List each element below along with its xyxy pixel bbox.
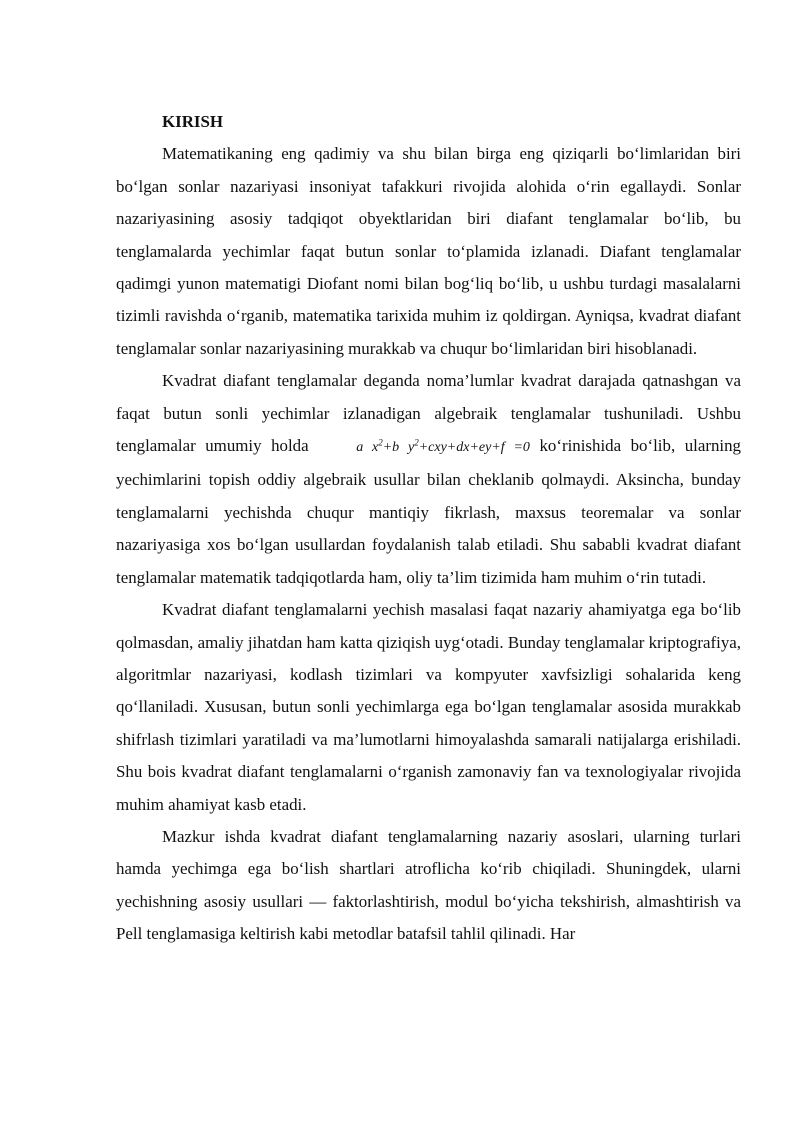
paragraph-intro: Matematikaning eng qadimiy va shu bilan birga eng qiziqarli bo‘limlaridan biri bo‘lgan sonlar nazariyasi insoniyat tafakkuri rivojida alohida o‘rin egallaydi. Sonlar nazariyasining asosiy tadqiqot obyektlaridan biri diafant tenglamalar bo‘lib, bu tenglamalarda yechimlar faqat butun sonlar to‘plamida izlanadi. Diafant tenglamalar qadimgi yunon matematigi Diofant nomi bilan bog‘liq bo‘lib, u ushbu turdagi masalalarni tizimli ravishda o‘rganib, matematika tarixida muhim iz qoldirgan. Ayniqsa, kvadrat diafant tenglamalar sonlar nazariyasining murakkab va chuqur bo‘limlaridan biri hisoblanadi.: [116, 144, 741, 358]
formula-term-b: +b y: [382, 440, 415, 456]
paragraph-applications: Kvadrat diafant tenglamalarni yechish masalasi faqat nazariy ahamiyatga ega bo‘lib qolmasdan, amaliy jihatdan ham katta qiziqish uyg‘otadi. Bunday tenglamalar kriptografiya, algoritmlar nazariyasi, kodlash tizimlari va kompyuter xavfsizligi sohalarida keng qo‘llaniladi. Xususan, butun sonli yechimlarga ega bo‘lgan tenglamalar asosida murakkab shifrlash tizimlari yaratiladi va ma’lumotlarni himoyalashda samarali natijalarga erishiladi. Shu bois kvadrat diafant tenglamalarni o‘rganish zamonaviy fan va texnologiyalar rivojida muhim ahamiyat kasb etadi.: [116, 600, 741, 814]
section-heading: KIRISH: [162, 112, 224, 131]
general-equation-formula: [356, 437, 530, 456]
formula-exponent-1: 2: [378, 437, 383, 448]
paragraph-definition-text-after: ko‘rinishida bo‘lib, ularning yechimlarini topish oddiy algebraik usullar bilan cheklanib qolmaydi. Aksincha, bunday tenglamalarni yechishda chuqur mantiqiy fikrlash, maxsus teoremalar va sonlar nazariyasiga xos bo‘lgan usullardan foydalanish talab etiladi. Shu sababli kvadrat diafant tenglamalar matematik tadqiqotlarda ham, oliy ta’lim tizimida ham muhim o‘rin tutadi.: [116, 436, 741, 587]
document-page: [116, 106, 741, 951]
paragraph-definition-text-before: Kvadrat diafant tenglamalar deganda noma’lumlar kvadrat darajada qatnashgan va faqat butun sonli yechimlar izlanadigan algebraik tenglamalar tushuniladi. Ushbu tenglamalar umumiy holda: [116, 371, 741, 456]
formula-rest: +cxy+dx+ey+f =0: [418, 440, 530, 456]
paragraph-definition: [116, 365, 741, 594]
formula-exponent-2: 2: [414, 437, 419, 448]
formula-term-a: a x: [356, 440, 379, 456]
paragraph-scope: Mazkur ishda kvadrat diafant tenglamalarning nazariy asoslari, ularning turlari hamda yechimga ega bo‘lish shartlari atroflicha ko‘rib chiqiladi. Shuningdek, ularni yechishning asosiy usullari — faktorlashtirish, modul bo‘yicha tekshirish, almashtirish va Pell tenglamasiga keltirish kabi metodlar batafsil tahlil qilinadi. Har: [116, 826, 741, 944]
